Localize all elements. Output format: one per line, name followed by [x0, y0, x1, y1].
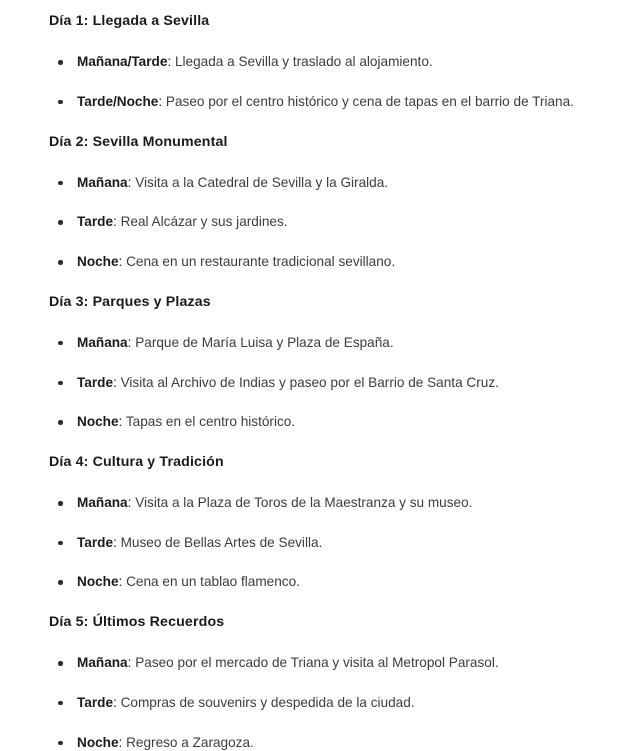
activity-time-label: Tarde/Noche [77, 93, 159, 109]
activity-description: Cena en un restaurante tradicional sevillano. [126, 254, 396, 270]
label-separator: : [127, 334, 132, 350]
bullet-icon [58, 501, 63, 506]
bullet-icon [58, 580, 63, 585]
day-heading: Día 2: Sevilla Monumental [49, 133, 228, 150]
day-section [49, 453, 620, 591]
label-separator: : [167, 54, 172, 70]
activity-list [49, 654, 620, 751]
activity-description: Real Alcázar y sus jardines. [120, 214, 288, 230]
bullet-icon [58, 260, 63, 265]
activity-description: Regreso a Zaragoza. [126, 734, 254, 750]
list-item [49, 494, 620, 512]
activity-time-label: Tarde [77, 374, 114, 390]
list-item [49, 53, 620, 71]
activity-description: Paseo por el mercado de Triana y visita al Metropol Parasol. [135, 655, 499, 671]
bullet-icon [58, 541, 63, 546]
bullet-icon [58, 220, 63, 225]
activity-time-label: Noche [77, 254, 119, 270]
bullet-icon [58, 420, 63, 425]
activity-description: Paseo por el centro histórico y cena de tapas en el barrio de Triana. [165, 93, 574, 109]
activity-list [49, 53, 620, 110]
activity-description: Parque de María Luisa y Plaza de España. [135, 334, 394, 350]
activity-time-label: Tarde [77, 534, 114, 550]
activity-time-label: Noche [77, 574, 119, 590]
list-item [49, 93, 620, 111]
activity-time-label: Tarde [77, 214, 114, 230]
label-separator: : [113, 694, 117, 710]
label-separator: : [118, 734, 123, 750]
bullet-icon [58, 181, 63, 186]
bullet-icon [58, 701, 63, 706]
day-heading: Día 1: Llegada a Sevilla [49, 13, 210, 29]
bullet-icon [58, 741, 63, 746]
day-section [49, 133, 620, 271]
label-separator: : [127, 174, 132, 190]
activity-time-label: Mañana [77, 655, 128, 671]
activity-description: Cena en un tablao flamenco. [126, 574, 300, 590]
label-separator: : [113, 534, 117, 550]
list-item [49, 694, 620, 712]
label-separator: : [127, 655, 132, 671]
activity-time-label: Tarde [77, 694, 114, 710]
activity-time-label: Mañana/Tarde [77, 54, 168, 70]
list-item [49, 213, 620, 231]
activity-time-label: Mañana [77, 495, 128, 511]
activity-description: Visita al Archivo de Indias y paseo por el Barrio de Santa Cruz. [120, 374, 499, 390]
bullet-icon [58, 381, 63, 386]
list-item [49, 374, 620, 392]
list-item [49, 654, 620, 672]
activity-description: Visita a la Plaza de Toros de la Maestranza y su museo. [135, 495, 473, 511]
day-section [49, 293, 620, 431]
list-item [49, 334, 620, 352]
activity-list [49, 174, 620, 271]
list-item [49, 413, 620, 431]
activity-description: Museo de Bellas Artes de Sevilla. [120, 534, 323, 550]
activity-description: Tapas en el centro histórico. [125, 414, 296, 430]
bullet-icon [58, 100, 63, 105]
activity-list [49, 494, 620, 591]
list-item [49, 253, 620, 271]
label-separator: : [113, 214, 117, 230]
label-separator: : [127, 495, 132, 511]
list-item [49, 174, 620, 192]
list-item [49, 534, 620, 552]
activity-description: Visita a la Catedral de Sevilla y la Giralda. [135, 174, 389, 190]
activity-list [49, 334, 620, 431]
activity-description: Compras de souvenirs y despedida de la ciudad. [120, 694, 415, 710]
bullet-icon [58, 60, 63, 65]
activity-time-label: Noche [77, 414, 119, 430]
activity-description: Llegada a Sevilla y traslado al alojamiento. [174, 54, 433, 70]
label-separator: : [118, 254, 123, 270]
activity-time-label: Mañana [77, 174, 128, 190]
label-separator: : [118, 574, 123, 590]
bullet-icon [58, 341, 63, 346]
day-heading: Día 5: Últimos Recuerdos [49, 614, 225, 631]
activity-time-label: Mañana [77, 334, 128, 350]
label-separator: : [113, 374, 117, 390]
list-item [49, 573, 620, 591]
day-section [49, 12, 620, 111]
label-separator: : [118, 414, 123, 430]
day-section [49, 613, 620, 751]
label-separator: : [158, 93, 163, 109]
day-heading: Día 3: Parques y Plazas [49, 293, 211, 310]
activity-time-label: Noche [77, 734, 119, 750]
day-heading: Día 4: Cultura y Tradición [49, 453, 224, 470]
list-item [49, 734, 620, 751]
